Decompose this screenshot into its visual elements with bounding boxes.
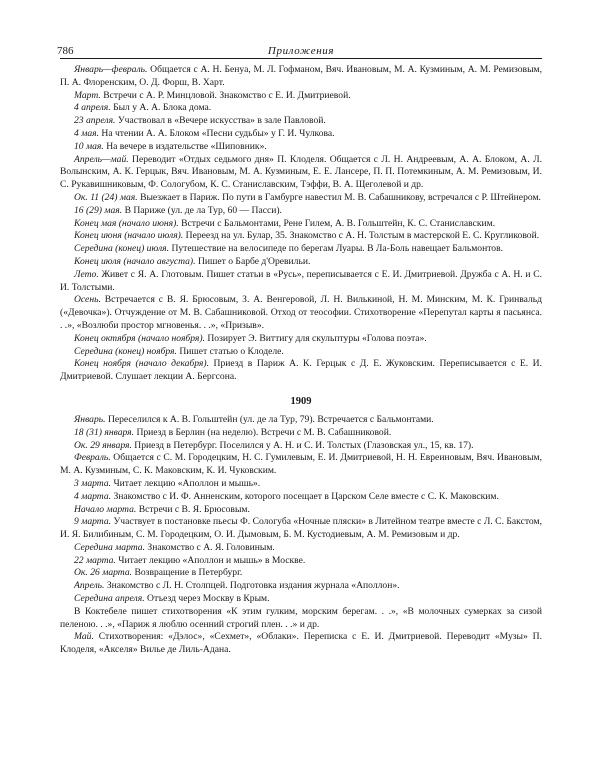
entry-date: Апрель. [74, 580, 105, 592]
chronicle-entry [60, 333, 542, 346]
entry-text: Позирует Э. Виттигу для скульптуры «Голова поэта». [207, 332, 427, 344]
running-title: Приложения [267, 45, 335, 57]
entry-text: Участвовал в «Вечере искусства» в зале Павловой. [117, 115, 326, 127]
entry-date: Осень. [74, 294, 101, 306]
entry-text: Переселился к А. В. Гольштейн (ул. де ла Тур, 79). Встречается с Бальмонтами. [107, 413, 434, 425]
entry-text: На вечере в издательстве «Шиповник». [106, 140, 267, 152]
chronicle-entry [60, 90, 542, 103]
chronicle-entry [60, 567, 542, 580]
chronicle-entry [60, 346, 542, 359]
entry-text: Пишет статью о Клоделе. [179, 345, 284, 357]
entry-date: 10 мая. [74, 140, 104, 152]
chronicle-entry [60, 452, 542, 478]
entry-date: Январь—февраль. [74, 64, 148, 75]
entry-date: Конец июня (начало июля). [74, 230, 184, 242]
entry-text: В Париже (ул. де ла Тур, 60 — Пасси). [124, 204, 282, 216]
entry-date: Середина (конец) ноября. [74, 345, 177, 357]
entry-date: 18 (31) января. [74, 426, 135, 438]
chronicle-entry [60, 141, 542, 154]
entry-text: Путешествие на велосипеде по берегам Луары. В Ла-Боль навещает Бальмонтов. [171, 243, 504, 255]
chronicle-entry [60, 358, 542, 384]
chronicle-entry [60, 230, 542, 243]
chronicle-entry [60, 580, 542, 593]
entry-text: Отъезд через Москву в Крым. [147, 593, 270, 605]
entry-date: Ок. 26 марта. [74, 567, 133, 579]
entry-date: Середина (конец) июля. [74, 243, 170, 255]
entry-date: 23 апреля. [74, 115, 116, 127]
chronicle-entry [60, 205, 542, 218]
chronicle-entry [60, 504, 542, 517]
entry-text: Возвращение в Петербург. [134, 567, 243, 579]
entry-date: Начало марта. [74, 503, 137, 515]
chronicle-entry [60, 64, 542, 90]
entry-date: 9 марта. [74, 516, 112, 528]
entry-date: 4 мая. [74, 127, 99, 139]
entry-date: Конец мая (начало июня). [74, 217, 179, 229]
chronicle-entry [60, 606, 542, 632]
chronicle-entry [60, 115, 542, 128]
entry-date: 3 марта. [74, 477, 112, 489]
entry-date: Март. [74, 89, 101, 101]
entry-date: Конец ноября (начало декабря). [74, 358, 209, 370]
running-header [57, 44, 542, 59]
entry-date: 16 (29) мая. [74, 204, 123, 216]
entry-date: Ок. 11 (24) мая. [74, 191, 138, 203]
entry-date: Февраль. [74, 452, 111, 464]
entry-text: Переезд на ул. Булар, 35. Знакомство с А. Н. Толстым в мастерской Е. С. Кругликовой. [185, 230, 540, 242]
entry-text: Приезд в Берлин (на неделю). Встречи с М. В. Сабашниковой. [136, 426, 392, 438]
chronicle-entry [60, 491, 542, 504]
entry-text: Участвует в постановке пьесы Ф. Сологуба «Ночные пляски» в Литейном театре вместе с Л. С. Бакстом, И. Я. Билибиным, С. М. Городецким, О. И. Дымовым, Б. М. Кустодиевым, А. М. Ремизовым и др. [60, 516, 542, 541]
entry-text: Знакомство с А. Я. Головиным. [147, 541, 275, 553]
entry-date: Середина марта. [74, 541, 145, 553]
entry-date: 4 марта. [74, 490, 112, 502]
entry-text: Знакомство с И. Ф. Анненским, которого посещает в Царском Селе вместе с С. К. Маковским. [113, 490, 499, 502]
entry-text: Знакомство с Л. Н. Столпцей. Подготовка издания журнала «Аполлон». [106, 580, 400, 592]
chronicle-entry [60, 218, 542, 231]
entry-date: Май. [74, 631, 94, 643]
entry-text: Переводит «Отдых седьмого дня» П. Клоделя. Общается с Л. Н. Андреевым, А. А. Блоком, А. Л. Волынским, А. К. Герцык, Вяч. Ивановым, М. А. Кузминым, Е. Е. Лансере, П. П. Потемкиным, А. М. Ремизовым, И. С. Рукавишниковым, Ф. Сологубом, К. С. Станиславским, Тэффи, В. А. Щеголевой и др. [60, 153, 542, 191]
entry-text: Живет с Я. А. Глотовым. Пишет статьи в «Русь», переписывается с Е. И. Дмитриевой. Дружба с А. Н. и С. И. Толстыми. [60, 268, 542, 293]
entry-text: Был у А. А. Блока дома. [113, 102, 212, 114]
entry-text: На чтении А. А. Блоком «Песни судьбы» у Г. И. Чулкова. [101, 127, 335, 139]
entry-text: Встречи с В. Я. Брюсовым. [138, 503, 250, 515]
entry-text: Стихотворения: «Дэлос», «Сехмет», «Облаки». Переписка с Е. И. Дмитриевой. Переводит «Музы» П. Клоделя, «Акселя» Вилье де Лиль-Адана. [60, 631, 543, 656]
chronicle-entry [60, 427, 542, 440]
entry-date: Апрель—май. [74, 153, 129, 165]
chronicle-entry [60, 269, 542, 295]
entry-date: Конец июля (начало августа). [74, 255, 196, 267]
entry-text: Читает лекцию «Аполлон и мышь». [113, 477, 261, 489]
chronicle-entry [60, 414, 542, 427]
chronicle-entry [60, 440, 542, 453]
chronicle-entry [60, 555, 542, 568]
entry-text: Встречи с А. Р. Минцловой. Знакомство с Е. И. Дмитриевой. [103, 89, 351, 101]
entry-text: Встречается с В. Я. Брюсовым, З. А. Венгеровой, Л. Н. Вилькиной, Н. М. Минским, М. К. Гринвальд («Девочка»). Отчуждение от М. В. Сабашниковой. Отход от теософии. Стихотворение «Перепутал карты я пасьянса. . .», «Возлюби простор мгновенья. . .», «Призыв». [60, 294, 543, 331]
entry-date: 4 апреля. [74, 102, 111, 114]
chronicle-entry [60, 631, 542, 657]
entry-text: Приезд в Петербург. Поселился у А. Н. и С. И. Толстых (Глазовская ул., 15, кв. 17). [134, 439, 474, 451]
entry-text: Встречи с Бальмонтами, Рене Гилем, А. В. Гольштейн, К. С. Станиславским. [181, 217, 496, 229]
chronicle-entry [60, 516, 542, 542]
entry-text: Читает лекцию «Аполлон и мышь» в Москве. [118, 554, 306, 566]
chronicle-entry [60, 243, 542, 256]
chronicle-entry [60, 542, 542, 555]
entry-date: Январь. [74, 413, 106, 425]
entry-text: В Коктебеле пишет стихотворения «К этим гулким, морским берегам. . .», «В молочных сумерках за сизой пеленою. . .», «Париж я люблю осенний строгий плен. . .» и др. [60, 605, 542, 630]
entry-date: Середина апреля. [74, 593, 145, 605]
entry-date: Лето. [74, 268, 99, 280]
chronicle-body [60, 64, 542, 657]
chronicle-entry [60, 102, 542, 115]
chronicle-entry [60, 154, 542, 192]
page [57, 44, 543, 657]
entry-text: Общается с А. Н. Бенуа, М. Л. Гофманом, Вяч. Ивановым, М. А. Кузминым, А. М. Ремизовым, П. А. Флоренским, О. Д. Форш, В. Харт. [60, 64, 542, 88]
chronicle-entry [60, 593, 542, 606]
page-number: 786 [57, 45, 74, 57]
entry-date: 22 марта. [74, 554, 116, 566]
chronicle-entry [60, 294, 542, 332]
chronicle-entry [60, 192, 542, 205]
entry-date: Конец октября (начало ноября). [74, 332, 205, 344]
chronicle-entry [60, 256, 542, 269]
entry-text: Приезд в Париж А. К. Герцык с Д. Е. Жуковским. Переписывается с Е. И. Дмитриевой. Слушает лекции А. Бергсона. [60, 358, 543, 383]
entry-date: Ок. 29 января. [74, 439, 132, 451]
entry-text: Общается с С. М. Городецким, Н. С. Гумилевым, Е. И. Дмитриевой, Н. Н. Евреиновым, Вяч. Ивановым, М. А. Кузминым, С. К. Маковским, К. И. Чуковским. [60, 452, 542, 477]
entry-text: Пишет о Барбе д'Оревильи. [197, 255, 311, 267]
chronicle-entry [60, 128, 542, 141]
chronicle-entry [60, 478, 542, 491]
year-heading: 1909 [290, 395, 312, 407]
entry-text: Выезжает в Париж. По пути в Гамбурге навестил М. В. Сабашникову, встречался с Р. Штейнером. [140, 191, 541, 203]
